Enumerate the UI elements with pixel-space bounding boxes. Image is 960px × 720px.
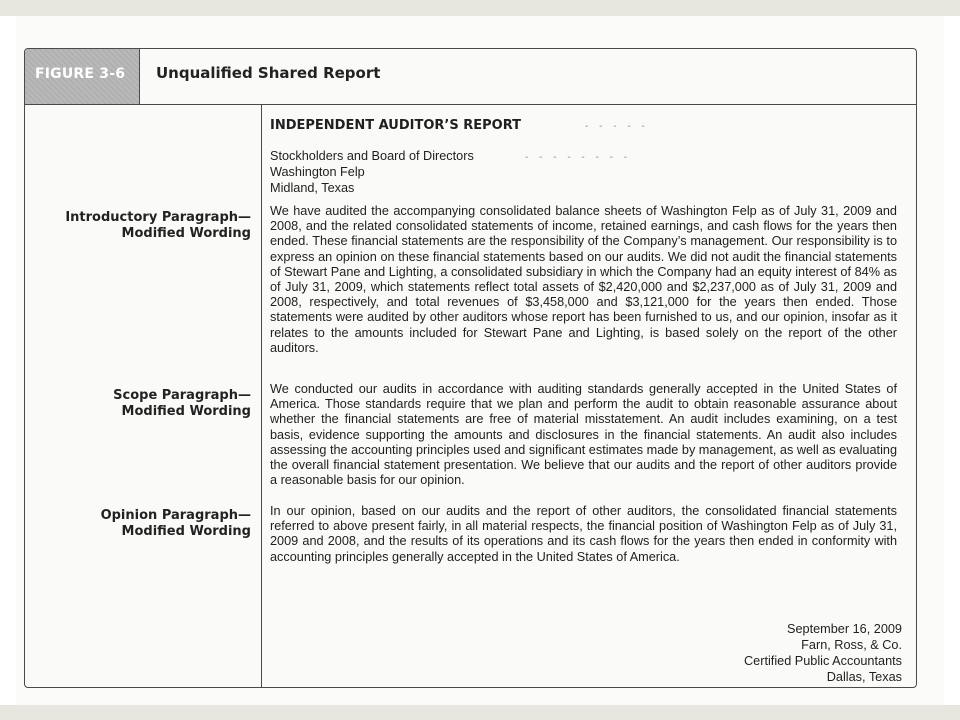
scanned-page bbox=[16, 16, 944, 705]
scan-border-top bbox=[0, 0, 960, 16]
opinion-paragraph: In our opinion, based on our audits and the report of other auditors, the consolidated financial statements referred to above present fairly, in all material respects, the financial position of Washington Felp as of July 31, 2009 and 2008, and the results of its operations and its cash flows for the years then ended in conformity with accounting principles generally accepted in the United States of America. bbox=[270, 504, 897, 564]
label-opinion-paragraph: Opinion Paragraph— Modified Wording bbox=[100, 508, 251, 539]
column-divider bbox=[261, 104, 262, 687]
label-scope-paragraph: Scope Paragraph— Modified Wording bbox=[113, 388, 251, 419]
figure-frame bbox=[24, 48, 917, 688]
scan-smudge: - - - - - - - - bbox=[525, 152, 632, 163]
figure-header bbox=[25, 49, 916, 105]
scope-paragraph: We conducted our audits in accordance with auditing standards generally accepted in the United States of America. Those standards require that we plan and perform the audit to obtain reasonable assurance about whether the financial statements are free of material misstatement. An audit includes examining, on a test basis, evidence supporting the amounts and disclosures in the financial statements. An audit also includes assessing the accounting principles used and significant estimates made by management, as well as evaluating the overall financial statement presentation. We believe that our audits and the report of other auditors provide a reasonable basis for our opinion. bbox=[270, 382, 897, 488]
figure-number: FIGURE 3-6 bbox=[35, 66, 126, 82]
introductory-paragraph: We have audited the accompanying consolidated balance sheets of Washington Felp as of July 31, 2009 and 2008, and the related consolidated statements of income, retained earnings, and cash flows for the years then ended. These financial statements are the responsibility of the Company’s management. Our responsibility is to express an opinion on these financial statements based on our audits. We did not audit the financial statements of Stewart Pane and Lighting, a consolidated subsidiary in which the Company had an equity interest of 84% as of July 31, 2009, which statements reflect total assets of $2,420,000 and $2,237,000 as of July 31, 2009 and 2008, respectively, and total revenues of $3,458,000 and $3,121,000 for the years then ended. Those statements were audited by other auditors whose report has been furnished to us, and our opinion, insofar as it relates to the amounts included for Stewart Pane and Lighting, is based solely on the report of the other auditors. bbox=[270, 204, 897, 355]
report-addressee: Stockholders and Board of Directors Washington Felp Midland, Texas bbox=[270, 149, 474, 195]
scan-smudge: - - - - - bbox=[585, 121, 649, 132]
report-heading: INDEPENDENT AUDITOR’S REPORT bbox=[270, 118, 521, 133]
report-signature-block: September 16, 2009 Farn, Ross, & Co. Certified Public Accountants Dallas, Texas bbox=[744, 622, 902, 684]
figure-title: Unqualified Shared Report bbox=[156, 64, 381, 82]
figure-number-tag bbox=[25, 49, 140, 104]
scan-border-bottom bbox=[0, 705, 960, 720]
label-introductory-paragraph: Introductory Paragraph— Modified Wording bbox=[65, 210, 251, 241]
